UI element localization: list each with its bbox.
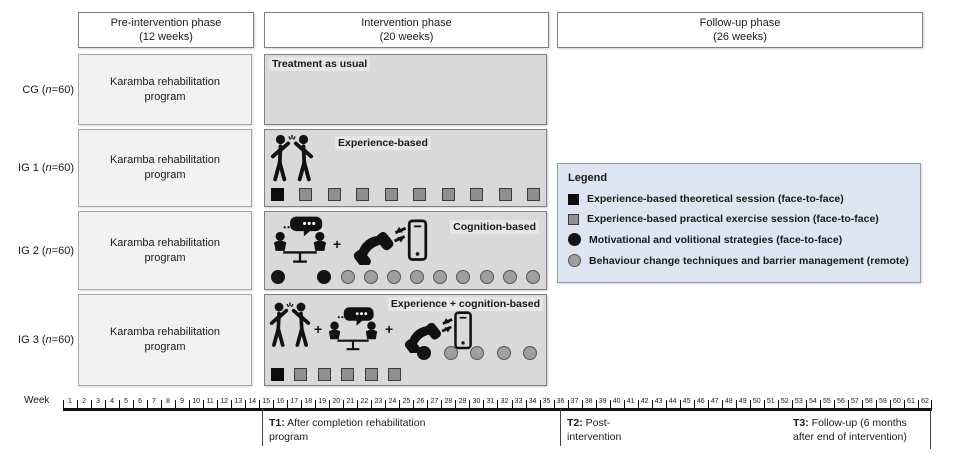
gray-circle-marker <box>341 270 355 284</box>
week-tick-56: 56 <box>834 392 848 408</box>
black-square-marker <box>271 188 284 201</box>
phone-smartphone-icon <box>349 219 429 265</box>
gray-square-marker <box>442 188 455 201</box>
week-tick-34: 34 <box>526 392 540 408</box>
week-tick-19: 19 <box>315 392 329 408</box>
phase-header-pre-intervention <box>78 12 254 48</box>
week-tick-42: 42 <box>638 392 652 408</box>
gray-circle-marker <box>503 270 517 284</box>
week-tick-25: 25 <box>399 392 413 408</box>
row-label-cg: CG (n=60) <box>22 84 74 96</box>
week-tick-27: 27 <box>427 392 441 408</box>
week-tick-15: 15 <box>259 392 273 408</box>
week-tick-22: 22 <box>357 392 371 408</box>
week-tick-11: 11 <box>203 392 217 408</box>
phase-duration: (26 weeks) <box>713 31 767 43</box>
gray-circle-marker <box>387 270 401 284</box>
counseling-table-icon <box>326 307 380 353</box>
ig2-session-markers <box>271 270 540 284</box>
legend-item-label: Experience-based theoretical session (face-to-face) <box>587 193 844 205</box>
row-label-ig3: IG 3 (n=60) <box>18 334 74 346</box>
gray-circle-marker <box>480 270 494 284</box>
gray-square-marker <box>385 188 398 201</box>
phase-title: Pre-intervention phase <box>110 16 222 29</box>
experience-cognition-based-label: Experience + cognition-based <box>388 297 543 311</box>
gray-square-marker <box>341 368 354 381</box>
week-tick-46: 46 <box>694 392 708 408</box>
week-tick-58: 58 <box>862 392 876 408</box>
gray-circle-marker <box>433 270 447 284</box>
gray-square-marker <box>388 368 401 381</box>
gray-square-marker <box>328 188 341 201</box>
week-axis-label: Week <box>24 395 50 406</box>
ig1-session-markers <box>271 188 540 201</box>
t2-annotation: T2: Post-intervention <box>567 417 622 444</box>
t3-annotation: T3: Follow-up (6 months after end of intervention) <box>793 417 907 444</box>
phase-duration: (20 weeks) <box>379 31 434 43</box>
week-tick-26: 26 <box>413 392 427 408</box>
gray-square-marker <box>413 188 426 201</box>
gray-square-marker <box>527 188 540 201</box>
gray-circle-marker <box>526 270 540 284</box>
karamba-box-ig1: Karamba rehabilitation program <box>78 129 252 207</box>
legend-item-label: Motivational and volitional strategies (face-to-face) <box>589 233 843 246</box>
gray-circle-marker <box>456 270 470 284</box>
black-circle-legend-marker <box>568 233 581 246</box>
week-tick-48: 48 <box>722 392 736 408</box>
week-tick-17: 17 <box>287 392 301 408</box>
intervention-box-ig1 <box>264 129 547 207</box>
gray-circle-legend-marker <box>568 254 581 267</box>
gray-circle-marker <box>470 346 484 360</box>
black-circle-marker <box>271 270 285 284</box>
karamba-box-ig3: Karamba rehabilitation program <box>78 294 252 386</box>
t1-marker-line <box>262 409 263 446</box>
week-tick-32: 32 <box>497 392 511 408</box>
week-tick-60: 60 <box>890 392 904 408</box>
week-tick-30: 30 <box>469 392 483 408</box>
week-tick-44: 44 <box>666 392 680 408</box>
week-tick-33: 33 <box>512 392 526 408</box>
legend-box <box>557 163 921 283</box>
week-tick-41: 41 <box>624 392 638 408</box>
treatment-as-usual-label: Treatment as usual <box>269 57 370 71</box>
week-tick-8: 8 <box>161 392 175 408</box>
week-tick-20: 20 <box>329 392 343 408</box>
exercise-people-icon <box>269 133 315 189</box>
black-square-legend-marker <box>568 194 579 205</box>
week-tick-54: 54 <box>806 392 820 408</box>
karamba-box-cg: Karamba rehabilitation program <box>78 54 252 125</box>
phase-header-intervention <box>264 12 549 48</box>
week-tick-59: 59 <box>876 392 890 408</box>
week-tick-36: 36 <box>554 392 568 408</box>
gray-square-marker <box>365 368 378 381</box>
week-tick-7: 7 <box>147 392 161 408</box>
intervention-box-cg <box>264 54 547 125</box>
week-tick-10: 10 <box>189 392 203 408</box>
gray-square-marker <box>470 188 483 201</box>
week-tick-38: 38 <box>582 392 596 408</box>
phase-duration: (12 weeks) <box>139 31 193 43</box>
gray-square-marker <box>299 188 312 201</box>
week-tick-9: 9 <box>175 392 189 408</box>
week-tick-35: 35 <box>540 392 554 408</box>
gray-square-marker <box>318 368 331 381</box>
exercise-people-icon <box>268 301 312 354</box>
week-tick-13: 13 <box>231 392 245 408</box>
t3-marker-line <box>930 409 931 449</box>
week-tick-62: 62 <box>918 392 932 408</box>
week-tick-1: 1 <box>63 392 77 408</box>
week-tick-53: 53 <box>792 392 806 408</box>
week-tick-16: 16 <box>273 392 287 408</box>
week-tick-29: 29 <box>455 392 469 408</box>
week-tick-4: 4 <box>105 392 119 408</box>
week-tick-49: 49 <box>736 392 750 408</box>
week-tick-45: 45 <box>680 392 694 408</box>
gray-circle-marker <box>410 270 424 284</box>
karamba-box-ig2: Karamba rehabilitation program <box>78 211 252 290</box>
week-tick-2: 2 <box>77 392 91 408</box>
legend-item <box>568 233 910 246</box>
week-tick-3: 3 <box>91 392 105 408</box>
legend-item <box>568 254 910 267</box>
gray-square-marker <box>499 188 512 201</box>
week-tick-6: 6 <box>133 392 147 408</box>
week-tick-18: 18 <box>301 392 315 408</box>
legend-title: Legend <box>568 172 608 184</box>
intervention-box-ig2 <box>264 211 547 290</box>
week-tick-61: 61 <box>904 392 918 408</box>
phase-title: Follow-up phase <box>699 16 781 29</box>
gray-square-marker <box>294 368 307 381</box>
cognition-based-label: Cognition-based <box>450 220 539 234</box>
week-tick-14: 14 <box>245 392 259 408</box>
black-circle-marker <box>417 346 431 360</box>
row-label-ig1: IG 1 (n=60) <box>18 162 74 174</box>
phase-title: Intervention phase <box>361 16 452 29</box>
experience-based-label: Experience-based <box>335 136 431 150</box>
week-tick-43: 43 <box>652 392 666 408</box>
week-tick-31: 31 <box>483 392 497 408</box>
legend-item <box>568 213 910 225</box>
legend-items <box>568 193 910 267</box>
gray-square-marker <box>356 188 369 201</box>
week-axis <box>63 392 932 411</box>
ig3-square-markers <box>271 368 401 381</box>
week-tick-50: 50 <box>750 392 764 408</box>
week-tick-47: 47 <box>708 392 722 408</box>
week-tick-52: 52 <box>778 392 792 408</box>
intervention-box-ig3 <box>264 294 547 386</box>
week-tick-55: 55 <box>820 392 834 408</box>
week-tick-37: 37 <box>568 392 582 408</box>
legend-item-label: Experience-based practical exercise session (face-to-face) <box>587 213 879 225</box>
plus-sign: + <box>314 321 323 337</box>
week-tick-21: 21 <box>343 392 357 408</box>
week-tick-39: 39 <box>596 392 610 408</box>
plus-sign: + <box>385 321 394 337</box>
phase-header-follow-up <box>557 12 923 48</box>
week-tick-24: 24 <box>385 392 399 408</box>
t1-annotation: T1: After completion rehabilitation program <box>269 417 426 444</box>
week-tick-5: 5 <box>119 392 133 408</box>
week-tick-51: 51 <box>764 392 778 408</box>
gray-circle-marker <box>364 270 378 284</box>
week-tick-28: 28 <box>441 392 455 408</box>
black-circle-marker <box>317 270 331 284</box>
week-tick-12: 12 <box>217 392 231 408</box>
gray-circle-marker <box>444 346 458 360</box>
legend-item <box>568 193 910 205</box>
week-tick-40: 40 <box>610 392 624 408</box>
black-square-marker <box>271 368 284 381</box>
gray-square-legend-marker <box>568 214 579 225</box>
counseling-table-icon <box>271 216 329 266</box>
row-label-ig2: IG 2 (n=60) <box>18 245 74 257</box>
plus-sign: + <box>333 236 342 252</box>
gray-circle-marker <box>497 346 511 360</box>
gray-circle-marker <box>523 346 537 360</box>
legend-item-label: Behaviour change techniques and barrier management (remote) <box>589 254 909 267</box>
t2-marker-line <box>560 409 561 446</box>
week-tick-57: 57 <box>848 392 862 408</box>
ig3-circle-markers <box>417 346 537 360</box>
week-tick-23: 23 <box>371 392 385 408</box>
